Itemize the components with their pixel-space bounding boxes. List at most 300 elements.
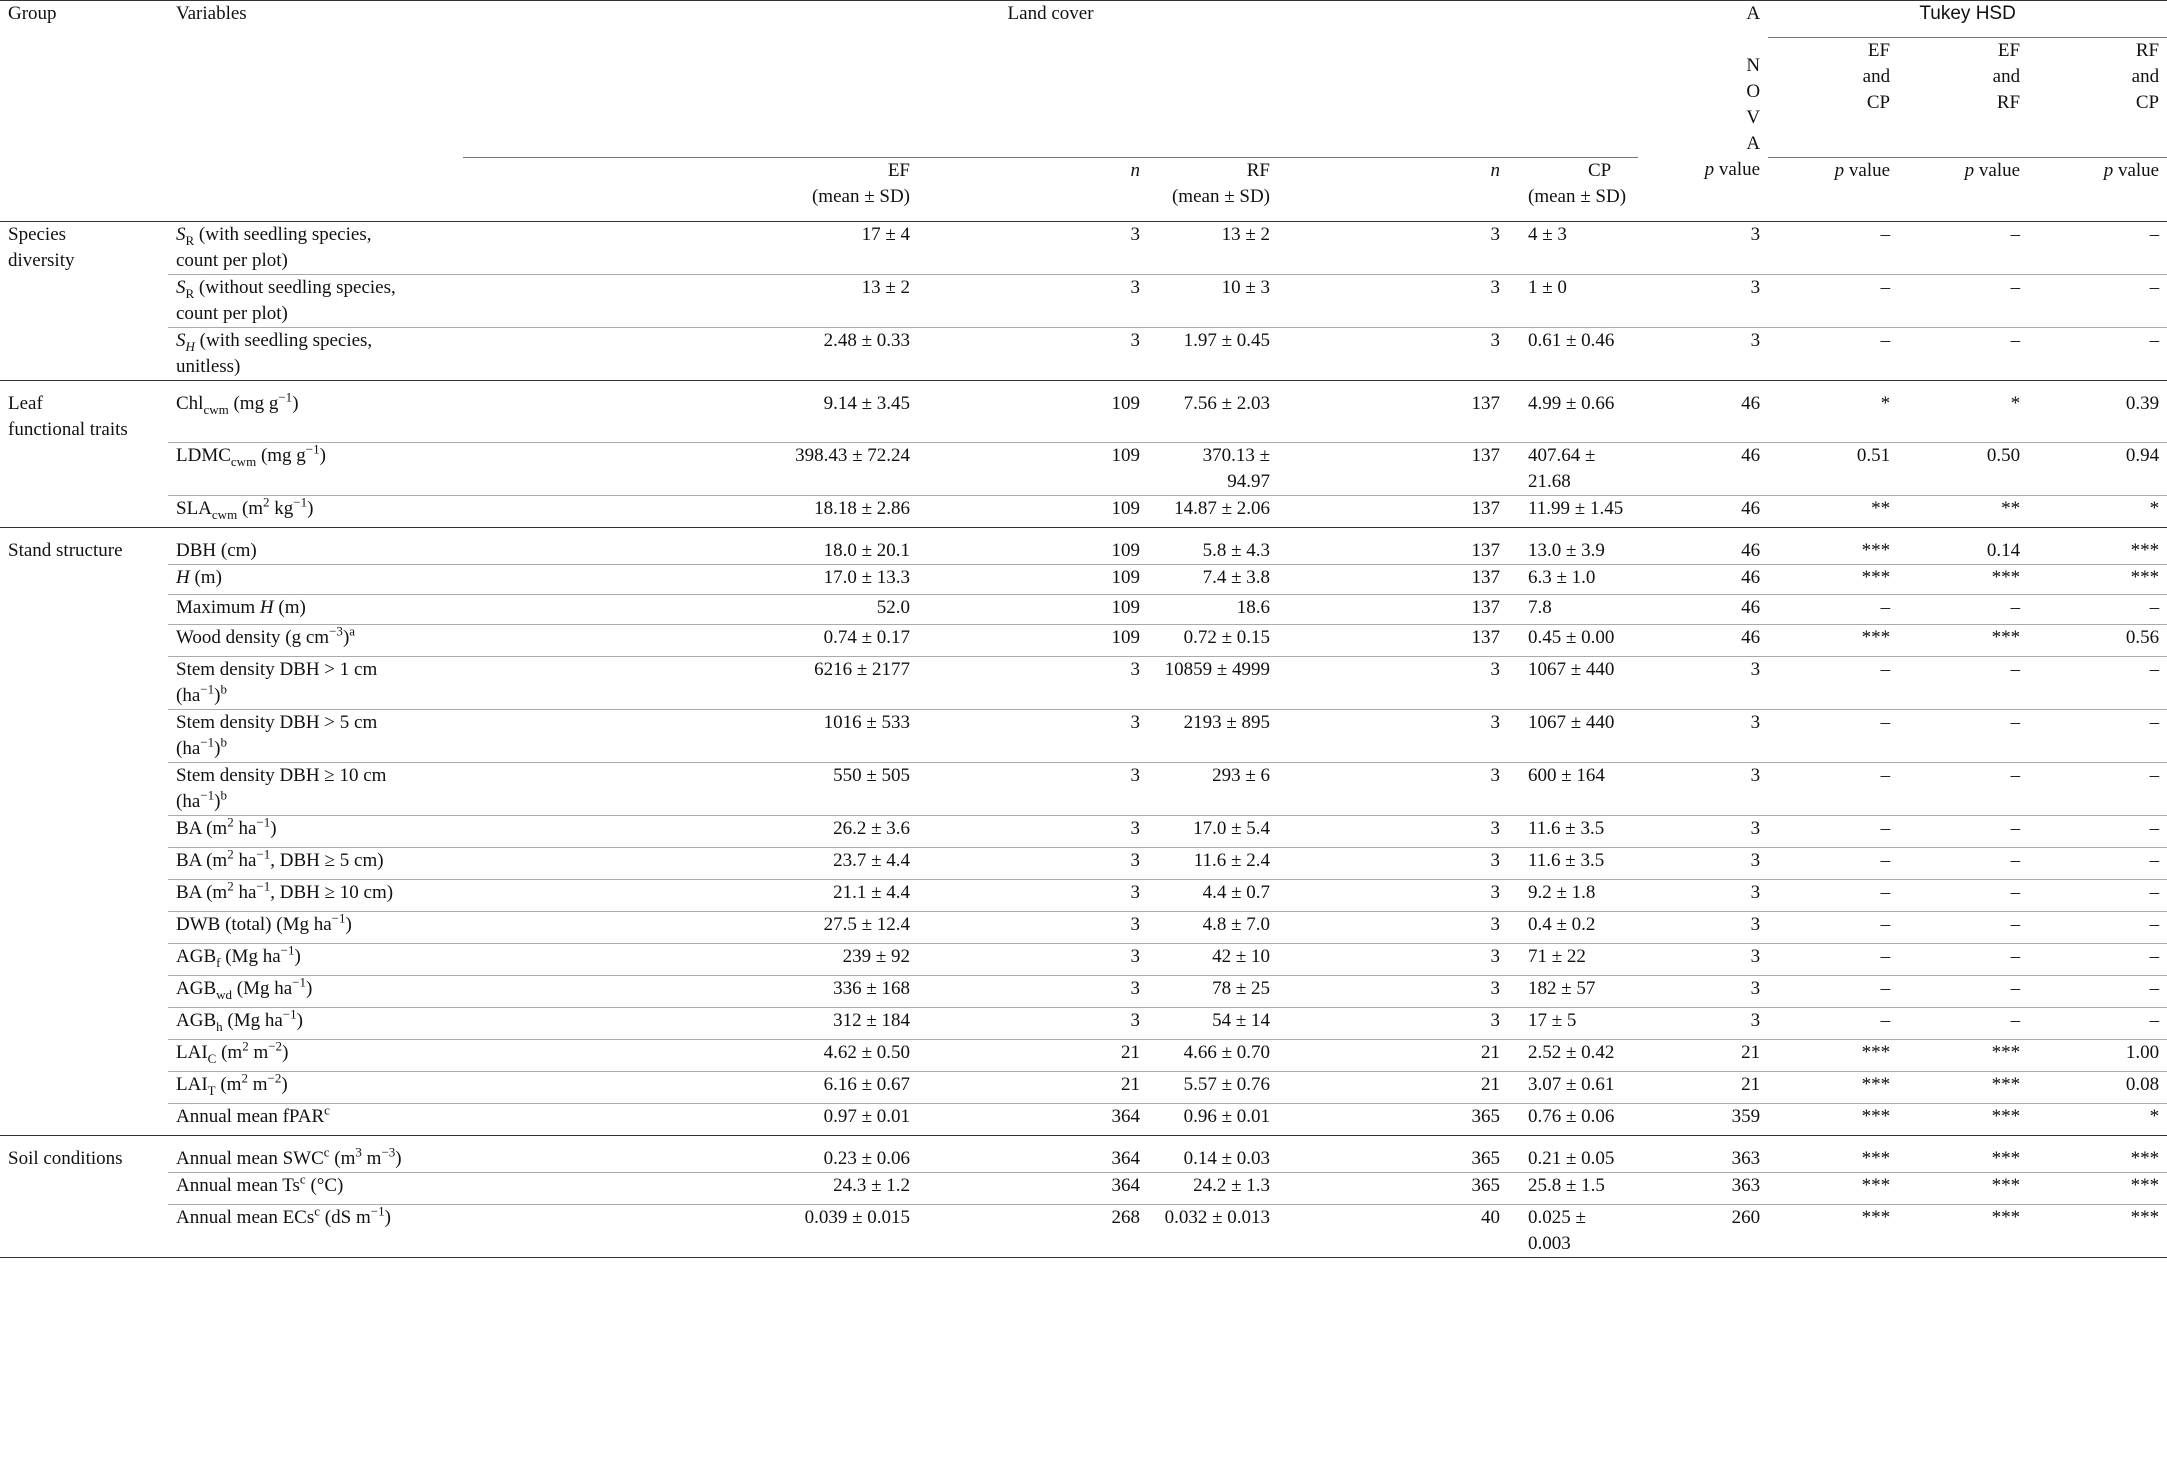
table-row [0, 816, 2167, 848]
table-row [0, 710, 2167, 763]
ef-value: 550 ± 505 [688, 763, 918, 816]
anova-p: – [1768, 657, 1898, 710]
spacer-cell [463, 274, 688, 327]
pair-ef-rf-1: EF [1997, 39, 2021, 61]
spacer-cell [463, 528, 688, 565]
rf-n: 3 [1278, 710, 1508, 763]
table-row [0, 380, 2167, 443]
anova-p: – [1880, 223, 1891, 245]
group-cell [0, 565, 168, 595]
variable-cell: $S_R$ (with seedling species, count per plot) [176, 223, 372, 271]
tukey-ef-cp-p: *** [1898, 1205, 2028, 1258]
ef-n: 109 [918, 565, 1148, 595]
pair-rf-cp-2: and [2131, 65, 2160, 87]
value-label: value [1974, 159, 2021, 181]
tukey-ef-cp-p: *** [1898, 625, 2028, 657]
tukey-ef-cp-p: – [1898, 976, 2028, 1008]
tukey-ef-cp-p: ** [1898, 496, 2028, 528]
cp-value: 13.0 ± 3.9 [1508, 528, 1638, 565]
cp-n: 3 [1638, 274, 1768, 327]
rf-value: 10 ± 3 [1148, 274, 1278, 327]
ef-value: 17 ± 4 [861, 223, 910, 245]
table-row [0, 657, 2167, 710]
table-row [0, 1173, 2167, 1205]
header-p-ef-rf [1898, 157, 2028, 221]
rf-value: 10859 ± 4999 [1148, 657, 1278, 710]
variable-cell: $AGB_{wd}$ (Mg $ha^{-1}$) [168, 976, 463, 1008]
ef-n: 3 [918, 274, 1148, 327]
variable-cell: $SLA_{cwm}$ ($m^2$ $kg^{-1}$) [168, 496, 463, 528]
value-label: value [2113, 159, 2160, 181]
rf-n: 3 [1278, 1008, 1508, 1040]
variable-cell: Stem density DBH > 1 cm $(ha^{-1})^b$ [168, 657, 463, 710]
rf-value: 4.66 ± 0.70 [1148, 1040, 1278, 1072]
spacer-cell [463, 625, 688, 657]
anova-p: ** [1768, 496, 1898, 528]
variable-cell: Annual mean fPAR$^c$ [168, 1104, 463, 1136]
header-ef-meansd: (mean ± SD) [811, 185, 910, 207]
cp-value: 7.8 [1508, 595, 1638, 625]
variable-cell: $AGB_f$ (Mg $ha^{-1}$) [168, 944, 463, 976]
rf-n: 137 [1278, 625, 1508, 657]
anova-p: – [1768, 944, 1898, 976]
variable-cell: BA ($m^2$ $ha^{-1}$, DBH ≥ 5 cm) [168, 848, 463, 880]
header-cp-label: CP [1588, 159, 1612, 181]
cp-n: 21 [1638, 1072, 1768, 1104]
spacer-cell [463, 380, 688, 443]
rf-value: 4.4 ± 0.7 [1148, 880, 1278, 912]
anova-p: – [1768, 1008, 1898, 1040]
spacer-cell [463, 443, 688, 496]
tukey-ef-rf-p: – [2028, 816, 2167, 848]
ef-value: 18.0 ± 20.1 [688, 528, 918, 565]
group-cell [0, 710, 168, 763]
cp-n: 3 [1638, 657, 1768, 710]
table-row [0, 1205, 2167, 1258]
tukey-ef-cp-p: 0.14 [1898, 528, 2028, 565]
ef-n: 3 [918, 816, 1148, 848]
variable-cell: Annual mean ECs$^c$ (dS $m^{-1}$) [168, 1205, 463, 1258]
group-cell [0, 944, 168, 976]
rf-value: 1.97 ± 0.45 [1148, 327, 1278, 380]
spacer-cell [463, 912, 688, 944]
tukey-ef-cp-p: – [1898, 595, 2028, 625]
rf-n: 137 [1278, 443, 1508, 496]
cp-value: 4.99 ± 0.66 [1508, 380, 1638, 443]
cp-n: 46 [1638, 380, 1768, 443]
rf-n: 3 [1278, 274, 1508, 327]
spacer-cell [463, 763, 688, 816]
tukey-ef-rf-p: *** [2028, 1173, 2167, 1205]
anova-p: – [1768, 816, 1898, 848]
variable-cell: DWB (total) (Mg $ha^{-1}$) [168, 912, 463, 944]
rf-n: 3 [1278, 816, 1508, 848]
ef-value: 26.2 ± 3.6 [688, 816, 918, 848]
group-cell [0, 1040, 168, 1072]
tukey-ef-cp-p: – [2010, 223, 2021, 245]
rf-n: 3 [1278, 763, 1508, 816]
group-cell [0, 1205, 168, 1258]
table-row [0, 944, 2167, 976]
variable-cell: Stem density DBH > 5 cm $(ha^{-1})^b$ [168, 710, 463, 763]
header-variables: Variables [168, 1, 463, 38]
ef-n: 3 [918, 710, 1148, 763]
tukey-ef-rf-p: – [2149, 223, 2160, 245]
ef-value: 24.3 ± 1.2 [688, 1173, 918, 1205]
variable-cell: Annual mean SWC$^c$ ($m^3$ $m^{-3}$) [168, 1136, 463, 1173]
header-rf-label: RF [1246, 159, 1270, 181]
table-header [0, 1, 2167, 222]
ef-n: 3 [918, 912, 1148, 944]
rf-n: 3 [1278, 976, 1508, 1008]
header-pair-ef-cp [1768, 37, 1898, 157]
header-tukey-label: Tukey HSD [1919, 3, 2016, 24]
rf-n: 137 [1278, 565, 1508, 595]
ef-n: 3 [918, 848, 1148, 880]
rf-n: 3 [1278, 327, 1508, 380]
ef-n: 364 [918, 1104, 1148, 1136]
pair-ef-rf-3: RF [1996, 91, 2021, 113]
tukey-ef-cp-p: *** [1898, 565, 2028, 595]
cp-value: 2.52 ± 0.42 [1508, 1040, 1638, 1072]
rf-n: 137 [1278, 380, 1508, 443]
rf-n: 21 [1278, 1040, 1508, 1072]
tukey-ef-rf-p: 0.08 [2028, 1072, 2167, 1104]
rf-value: 78 ± 25 [1148, 976, 1278, 1008]
anova-p: *** [1768, 1072, 1898, 1104]
tukey-ef-rf-p: – [2028, 944, 2167, 976]
cp-value: 0.61 ± 0.46 [1508, 327, 1638, 380]
variable-cell: DBH (cm) [168, 528, 463, 565]
header-rf [1148, 157, 1278, 221]
tukey-ef-rf-p: – [2028, 912, 2167, 944]
variable-cell: H (m) [168, 565, 463, 595]
spacer-cell [463, 496, 688, 528]
anova-p: – [1768, 912, 1898, 944]
cp-n: 3 [1750, 223, 1761, 245]
p-label: p [1704, 159, 1715, 180]
group-cell [0, 1072, 168, 1104]
rf-value: 2193 ± 895 [1148, 710, 1278, 763]
cp-n: 3 [1638, 976, 1768, 1008]
ef-n: 3 [918, 327, 1148, 380]
header-n-rf: n [1278, 157, 1508, 221]
tukey-ef-cp-p: – [1898, 763, 2028, 816]
cp-value: 11.6 ± 3.5 [1508, 848, 1638, 880]
rf-value: 14.87 ± 2.06 [1148, 496, 1278, 528]
anova-p: – [1768, 880, 1898, 912]
spacer-cell [463, 1104, 688, 1136]
group-cell: Stand structure [0, 528, 168, 565]
ef-n: 109 [918, 496, 1148, 528]
rf-n: 3 [1490, 223, 1500, 245]
cp-value: 1067 ± 440 [1508, 657, 1638, 710]
cp-value: 407.64 ± 21.68 [1508, 443, 1638, 496]
spacer-cell [463, 221, 688, 274]
variable-cell: $S_H$ (with seedling species, unitless) [168, 327, 463, 380]
variable-cell: $S_R$ (without seedling species, count per plot) [168, 274, 463, 327]
rf-value: 0.14 ± 0.03 [1148, 1136, 1278, 1173]
cp-n: 3 [1638, 880, 1768, 912]
tukey-ef-cp-p: *** [1898, 1173, 2028, 1205]
cp-n: 46 [1638, 595, 1768, 625]
ef-value: 336 ± 168 [688, 976, 918, 1008]
group-cell [0, 595, 168, 625]
group-cell [0, 496, 168, 528]
tukey-ef-cp-p: – [1898, 816, 2028, 848]
header-rf-meansd: (mean ± SD) [1171, 185, 1270, 207]
header-anova-v: V [1746, 107, 1761, 128]
ef-value: 1016 ± 533 [688, 710, 918, 763]
anova-p: *** [1768, 1040, 1898, 1072]
tukey-ef-cp-p: *** [1898, 1072, 2028, 1104]
p-label: p [1964, 159, 1975, 181]
pair-rf-cp-3: CP [2135, 91, 2160, 113]
tukey-ef-rf-p: – [2028, 976, 2167, 1008]
anova-p: – [1768, 710, 1898, 763]
rf-value: 0.72 ± 0.15 [1148, 625, 1278, 657]
ef-value: 6.16 ± 0.67 [688, 1072, 918, 1104]
pair-ef-cp-2: and [1862, 65, 1891, 87]
tukey-ef-cp-p: – [1898, 912, 2028, 944]
tukey-ef-rf-p: 1.00 [2028, 1040, 2167, 1072]
group-cell: Species diversity [8, 223, 75, 271]
rf-n: 3 [1278, 944, 1508, 976]
tukey-ef-rf-p: – [2028, 327, 2167, 380]
cp-value: 11.99 ± 1.45 [1508, 496, 1638, 528]
table-row [0, 595, 2167, 625]
variable-cell: Annual mean Ts$^c$ (°C) [168, 1173, 463, 1205]
anova-p: *** [1768, 1173, 1898, 1205]
anova-p: *** [1768, 1205, 1898, 1258]
cp-n: 3 [1638, 912, 1768, 944]
header-cp-meansd: (mean ± SD) [1528, 185, 1627, 207]
table-row [0, 1104, 2167, 1136]
rf-value: 5.57 ± 0.76 [1148, 1072, 1278, 1104]
group-cell [0, 443, 168, 496]
tukey-ef-rf-p: 0.56 [2028, 625, 2167, 657]
ef-n: 3 [918, 1008, 1148, 1040]
header-land-cover: Land cover [463, 1, 1638, 38]
spacer-cell [463, 1008, 688, 1040]
table-row [0, 327, 2167, 380]
cp-n: 3 [1638, 710, 1768, 763]
header-anova-o: O [1746, 81, 1761, 102]
header-ef [688, 157, 918, 221]
group-cell [0, 625, 168, 657]
rf-n: 137 [1278, 496, 1508, 528]
table-row [0, 763, 2167, 816]
tukey-ef-rf-p: *** [2028, 1205, 2167, 1258]
rf-n: 3 [1278, 880, 1508, 912]
tukey-ef-cp-p: – [1898, 657, 2028, 710]
anova-p: * [1768, 380, 1898, 443]
anova-p: *** [1768, 565, 1898, 595]
variable-cell: Maximum H (m) [168, 595, 463, 625]
ef-value: 0.039 ± 0.015 [688, 1205, 918, 1258]
pair-ef-cp-3: CP [1866, 91, 1891, 113]
group-cell [0, 1008, 168, 1040]
ef-value: 398.43 ± 72.24 [688, 443, 918, 496]
spacer-cell [463, 944, 688, 976]
ef-n: 268 [918, 1205, 1148, 1258]
group-cell [0, 880, 168, 912]
tukey-ef-rf-p: *** [2028, 1136, 2167, 1173]
table-row [0, 528, 2167, 565]
cp-value: 9.2 ± 1.8 [1508, 880, 1638, 912]
anova-p: – [1768, 595, 1898, 625]
anova-p: – [1768, 976, 1898, 1008]
cp-value: 6.3 ± 1.0 [1508, 565, 1638, 595]
tukey-ef-rf-p: * [2028, 1104, 2167, 1136]
group-cell [0, 848, 168, 880]
ef-value: 239 ± 92 [688, 944, 918, 976]
ef-n: 109 [918, 443, 1148, 496]
table-row [0, 1072, 2167, 1104]
tukey-ef-rf-p: – [2028, 595, 2167, 625]
group-cell [0, 274, 168, 327]
spacer-cell [463, 1136, 688, 1173]
ef-n: 3 [918, 976, 1148, 1008]
cp-value: 17 ± 5 [1508, 1008, 1638, 1040]
anova-p: *** [1768, 625, 1898, 657]
spacer-cell [463, 1173, 688, 1205]
ef-value: 18.18 ± 2.86 [688, 496, 918, 528]
anova-p: – [1768, 274, 1898, 327]
group-cell [0, 763, 168, 816]
header-anova-a1: A [1746, 3, 1761, 24]
tukey-ef-cp-p: *** [1898, 1040, 2028, 1072]
rf-value: 54 ± 14 [1148, 1008, 1278, 1040]
variable-cell: Stem density DBH ≥ 10 cm $(ha^{-1})^b$ [168, 763, 463, 816]
cp-value: 182 ± 57 [1508, 976, 1638, 1008]
rf-value: 42 ± 10 [1148, 944, 1278, 976]
rf-n: 365 [1278, 1173, 1508, 1205]
ef-n: 109 [918, 595, 1148, 625]
tukey-ef-cp-p: – [1898, 274, 2028, 327]
rf-value: 5.8 ± 4.3 [1148, 528, 1278, 565]
header-anova-a2: A [1746, 133, 1761, 154]
cp-n: 260 [1638, 1205, 1768, 1258]
group-cell: Soil conditions [0, 1136, 168, 1173]
ef-n: 3 [918, 880, 1148, 912]
group-cell [0, 1104, 168, 1136]
ef-value: 9.14 ± 3.45 [688, 380, 918, 443]
rf-n: 40 [1278, 1205, 1508, 1258]
anova-p: *** [1768, 1136, 1898, 1173]
cp-n: 363 [1638, 1136, 1768, 1173]
cp-n: 46 [1638, 625, 1768, 657]
rf-value: 293 ± 6 [1148, 763, 1278, 816]
cp-n: 3 [1638, 763, 1768, 816]
cp-n: 359 [1638, 1104, 1768, 1136]
ef-value: 4.62 ± 0.50 [688, 1040, 918, 1072]
rf-n: 21 [1278, 1072, 1508, 1104]
variable-cell: Chl$_{cwm}$ (mg $g^{-1}$) [168, 380, 463, 443]
table-row [0, 496, 2167, 528]
ef-n: 3 [918, 944, 1148, 976]
variable-cell: BA ($m^2$ $ha^{-1}$) [168, 816, 463, 848]
ef-value: 27.5 ± 12.4 [688, 912, 918, 944]
cp-n: 3 [1638, 944, 1768, 976]
tukey-ef-rf-p: *** [2028, 565, 2167, 595]
ef-value: 21.1 ± 4.4 [688, 880, 918, 912]
header-n-ef: n [918, 157, 1148, 221]
group-cell [0, 657, 168, 710]
variable-cell: $LAI_C$ ($m^2$ $m^{-2}$) [168, 1040, 463, 1072]
anova-p: – [1768, 848, 1898, 880]
spacer-cell [463, 848, 688, 880]
cp-value: 25.8 ± 1.5 [1508, 1173, 1638, 1205]
table-row [0, 976, 2167, 1008]
rf-value: 18.6 [1148, 595, 1278, 625]
table-body [0, 221, 2167, 1258]
ef-n: 109 [918, 380, 1148, 443]
value-label: value [1844, 159, 1891, 181]
cp-n: 3 [1638, 327, 1768, 380]
spacer-cell [463, 816, 688, 848]
tukey-ef-cp-p: – [1898, 710, 2028, 763]
spacer-cell [463, 710, 688, 763]
group-cell [0, 327, 168, 380]
cp-n: 46 [1638, 528, 1768, 565]
anova-p: *** [1768, 1104, 1898, 1136]
rf-n: 3 [1278, 912, 1508, 944]
header-pair-rf-cp [2028, 37, 2167, 157]
cp-value: 11.6 ± 3.5 [1508, 816, 1638, 848]
pair-rf-cp-1: RF [2135, 39, 2160, 61]
ef-n: 21 [918, 1072, 1148, 1104]
spacer-cell [463, 976, 688, 1008]
rf-value: 17.0 ± 5.4 [1148, 816, 1278, 848]
tukey-ef-cp-p: – [1898, 848, 2028, 880]
cp-value: 0.45 ± 0.00 [1508, 625, 1638, 657]
ef-value: 6216 ± 2177 [688, 657, 918, 710]
tukey-ef-rf-p: – [2028, 710, 2167, 763]
header-group: Group [0, 1, 168, 38]
ef-value: 17.0 ± 13.3 [688, 565, 918, 595]
ef-n: 3 [918, 657, 1148, 710]
tukey-ef-rf-p: – [2028, 657, 2167, 710]
tukey-ef-rf-p: – [2028, 848, 2167, 880]
header-p-rf-cp [2028, 157, 2167, 221]
rf-value: 0.032 ± 0.013 [1148, 1205, 1278, 1258]
spacer-cell [463, 565, 688, 595]
header-ef-label: EF [887, 159, 910, 181]
header-p-ef-cp [1768, 157, 1898, 221]
cp-n: 46 [1638, 443, 1768, 496]
spacer-cell [463, 1040, 688, 1072]
header-p-anova [1638, 157, 1768, 221]
cp-n: 3 [1638, 816, 1768, 848]
rf-value: 370.13 ± 94.97 [1148, 443, 1278, 496]
cp-value: 0.025 ± 0.003 [1508, 1205, 1638, 1258]
cp-value: 1 ± 0 [1508, 274, 1638, 327]
ef-value: 2.48 ± 0.33 [688, 327, 918, 380]
rf-value: 24.2 ± 1.3 [1148, 1173, 1278, 1205]
variable-cell: $LDMC_{cwm}$ (mg $g^{-1}$) [168, 443, 463, 496]
rf-n: 365 [1278, 1104, 1508, 1136]
value-label: value [1714, 159, 1761, 180]
header-cp [1508, 157, 1638, 221]
variable-cell: $AGB_h$ (Mg $ha^{-1}$) [168, 1008, 463, 1040]
anova-p: – [1768, 327, 1898, 380]
ef-n: 109 [918, 528, 1148, 565]
group-cell [0, 912, 168, 944]
p-label: p [1834, 159, 1845, 181]
group-cell [0, 976, 168, 1008]
table-row [0, 880, 2167, 912]
